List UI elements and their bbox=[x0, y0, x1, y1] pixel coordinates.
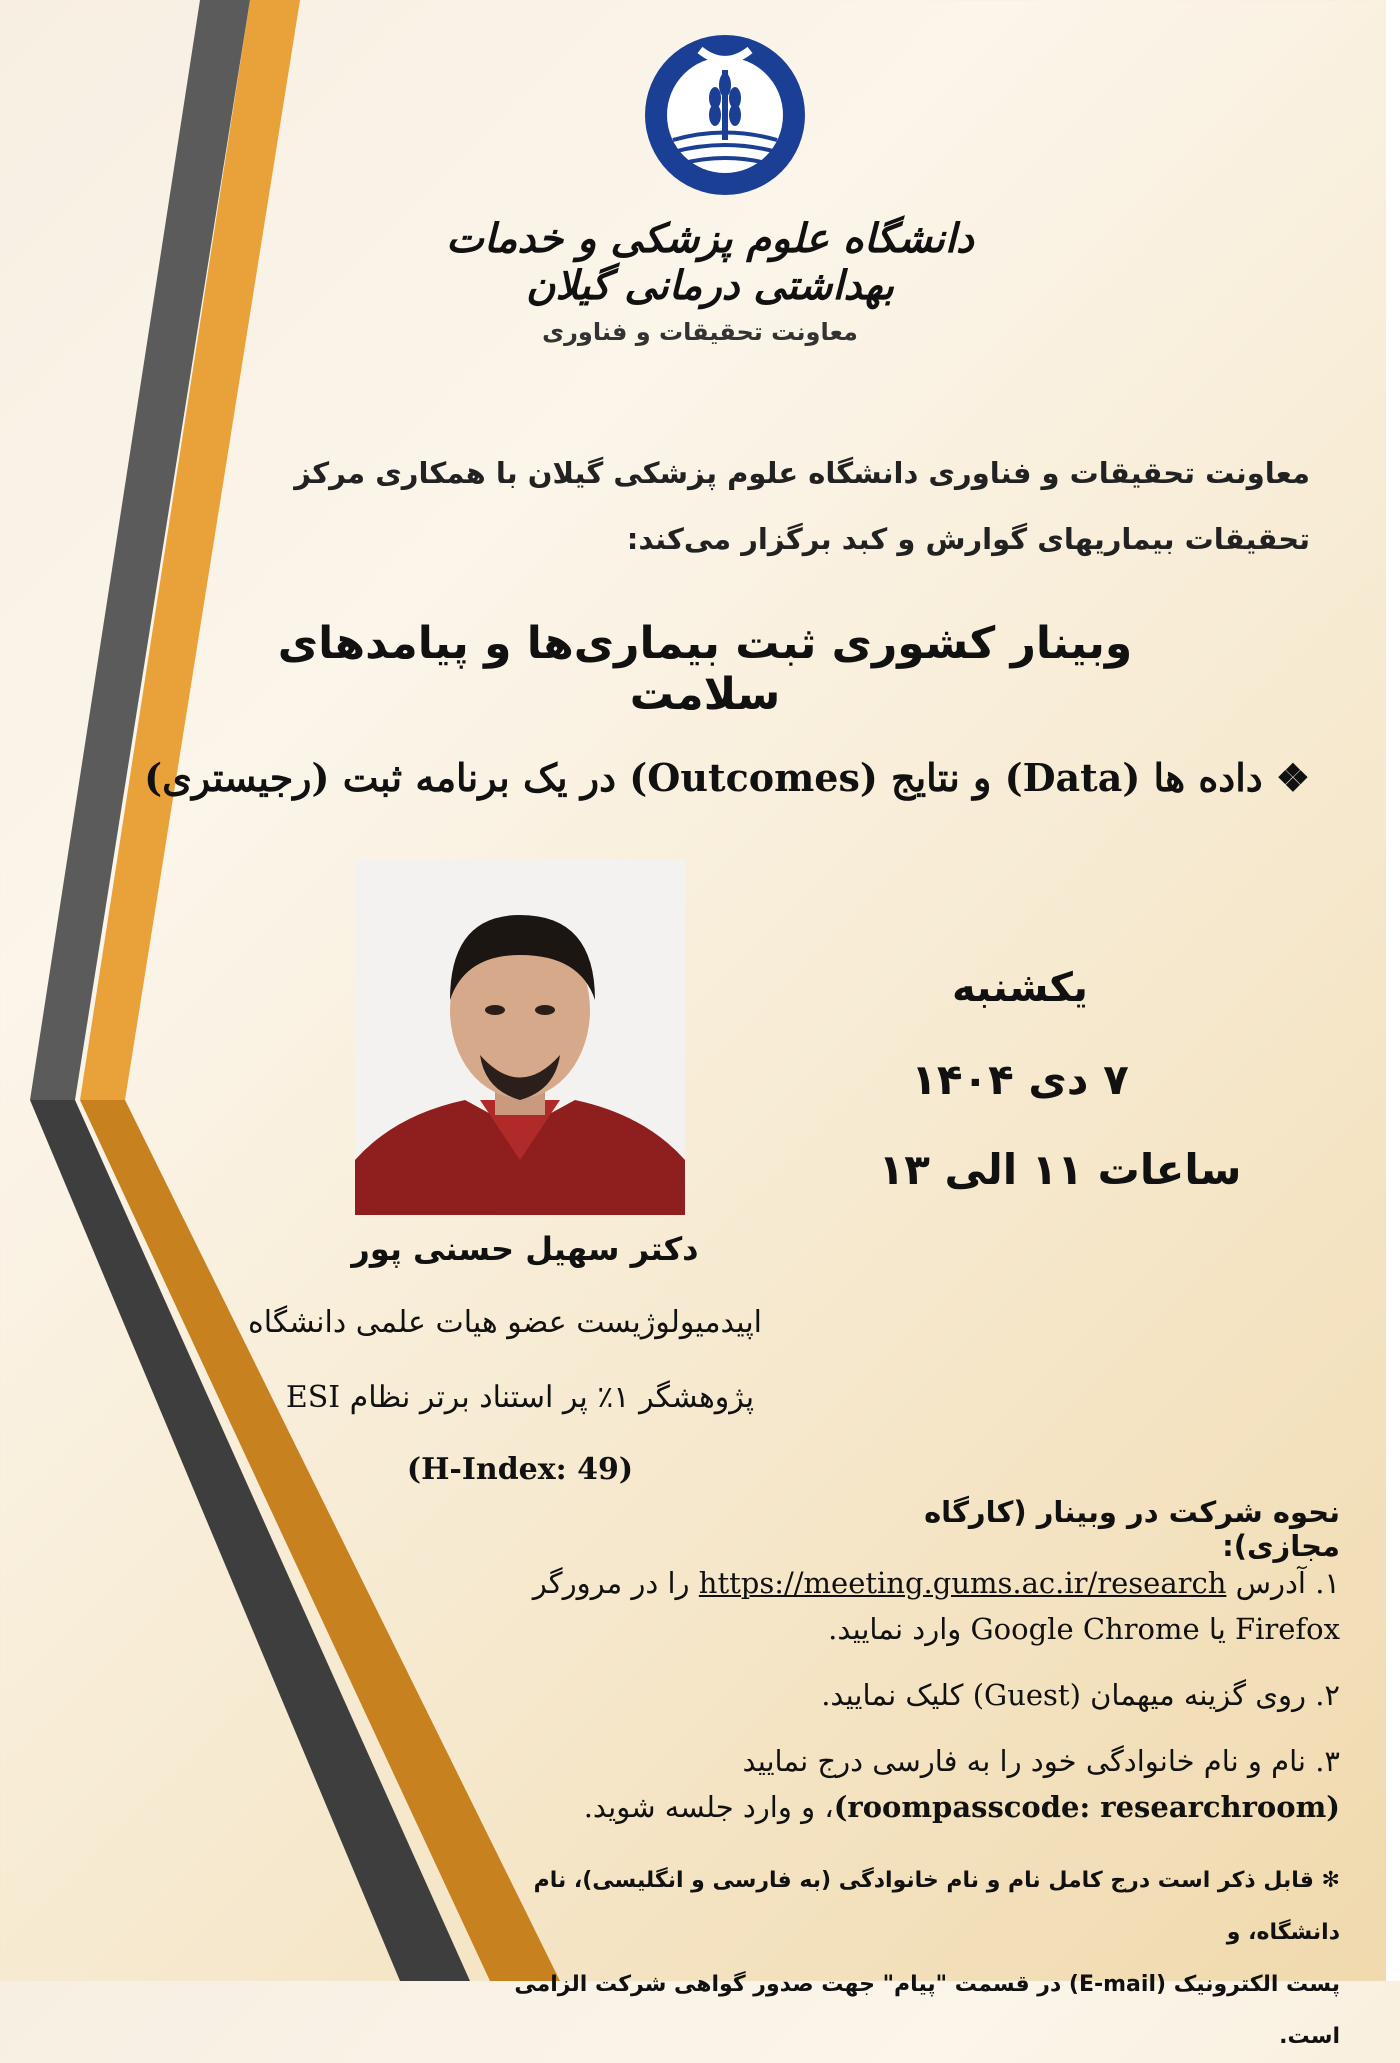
meeting-link[interactable]: https://meeting.gums.ac.ir/research bbox=[698, 1566, 1227, 1600]
join-steps bbox=[500, 1560, 1340, 1850]
step-2: ۲. روی گزینه میهمان (Guest) کلیک نمایید. bbox=[821, 1678, 1340, 1712]
certificate-note bbox=[500, 1855, 1340, 2063]
step-1-prefix: ۱. آدرس bbox=[1235, 1566, 1340, 1600]
university-name: دانشگاه علوم پزشکی و خدمات بهداشتی درمانی گیلان bbox=[446, 215, 974, 309]
university-logo bbox=[640, 30, 810, 200]
event-day: یکشنبه bbox=[952, 965, 1088, 1011]
note-line-2: پست الکترونیک (E-mail) در قسمت "پیام" جهت صدور گواهی شرکت الزامی است. bbox=[514, 1972, 1340, 2049]
note-line-1: ✻ قابل ذکر است درج کامل نام و نام خانوادگی (به فارسی و انگلیسی)، نام دانشگاه، و bbox=[533, 1868, 1340, 1945]
step-1 bbox=[500, 1560, 1340, 1652]
room-passcode: (roompasscode: researchroom) bbox=[833, 1790, 1340, 1824]
event-hours: ساعات ۱۱ الی ۱۳ bbox=[878, 1145, 1242, 1194]
speaker-photo bbox=[355, 860, 685, 1215]
right-edge bbox=[1386, 0, 1400, 1981]
webinar-title: وبینار کشوری ثبت بیماری‌ها و پیامدهای سلامت bbox=[277, 618, 1133, 720]
speaker-hindex: (H-Index: 49) bbox=[406, 1452, 634, 1487]
speaker-name: دکتر سهیل حسنی پور bbox=[351, 1230, 699, 1268]
step-3-text: ۳. نام و نام خانوادگی خود را به فارسی درج نمایید bbox=[742, 1744, 1340, 1778]
topic-line: ❖ داده ها (Data) و نتایج (Outcomes) در یک برنامه ثبت (رجیستری) bbox=[144, 755, 1310, 800]
speaker-esi: پژوهشگر ۱٪ پر استناد برتر نظام ESI bbox=[285, 1380, 755, 1415]
step-1-suffix: را در مرورگر Firefox یا Google Chrome وارد نمایید. bbox=[532, 1566, 1340, 1646]
intro-text: معاونت تحقیقات و فناوری دانشگاه علوم پزشکی گیلان با همکاری مرکز تحقیقات بیماریهای گوارش و کبد برگزار می‌کند: bbox=[294, 456, 1310, 556]
step-3 bbox=[500, 1738, 1340, 1830]
deputy-title: معاونت تحقیقات و فناوری bbox=[542, 318, 858, 346]
how-to-join-title: نحوه شرکت در وبینار (کارگاه مجازی): bbox=[924, 1495, 1340, 1563]
event-date: ۷ دی ۱۴۰۴ bbox=[911, 1055, 1129, 1104]
speaker-role: اپیدمیولوژیست عضو هیات علمی دانشگاه bbox=[247, 1305, 763, 1340]
step-3-suffix: ، و وارد جلسه شوید. bbox=[583, 1790, 834, 1824]
